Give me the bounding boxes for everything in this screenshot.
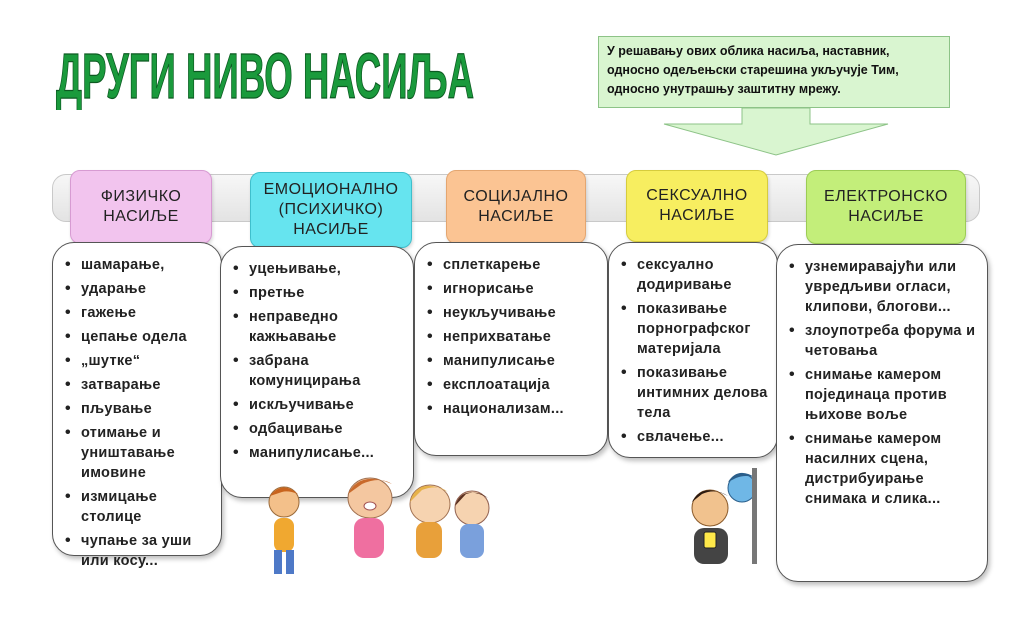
list-item: • претње (231, 283, 407, 303)
list-item: • „шутке“ (63, 351, 215, 371)
page-title-text: ДРУГИ НИВО НАСИЉА (56, 40, 474, 110)
list-item: • пљување (63, 399, 215, 419)
list-item: • национализам... (425, 399, 601, 419)
header-social: СОЦИЈАЛНО НАСИЉЕ (446, 170, 586, 244)
child-girl-icon (348, 478, 392, 558)
header-physical: ФИЗИЧКО НАСИЉЕ (70, 170, 212, 244)
list-physical (52, 242, 222, 569)
children-illustration (252, 462, 496, 578)
list-item: • експлоатација (425, 375, 601, 395)
down-arrow-icon (662, 108, 890, 156)
child-boy-icon (269, 487, 299, 574)
list-emotional (220, 246, 414, 498)
header-emotional: ЕМОЦИОНАЛНО (ПСИХИЧКО) НАСИЉЕ (250, 172, 412, 248)
note-text: У решавању ових облика насиља, наставник, односно одељењски старешина укључује Тим, односно унутрашњу заштитну мрежу. (598, 36, 950, 108)
list-item: • шамарање, (63, 255, 215, 275)
list-item: • затварање (63, 375, 215, 395)
list-item: • измицање столице (63, 487, 215, 527)
list-item: • узнемиравајући или увредљиви огласи, клипови, блогови... (787, 257, 981, 317)
list-item: • показивање интимних делова тела (619, 363, 771, 423)
list-item: • злоупотреба форума и четовања (787, 321, 981, 361)
child-girl-3-icon (455, 491, 489, 558)
list-item: • показивање порнографског материјала (619, 299, 771, 359)
list-item: • снимање камером појединаца против њихове воље (787, 365, 981, 425)
child-girl-2-icon (410, 485, 450, 558)
page-title (52, 30, 492, 110)
list-item: • манипулисање (425, 351, 601, 371)
list-item: • сплеткарење (425, 255, 601, 275)
note-callout (598, 36, 952, 156)
list-item: • гажење (63, 303, 215, 323)
header-electronic: ЕЛЕКТРОНСКО НАСИЉЕ (806, 170, 966, 244)
list-social (414, 242, 608, 456)
list-item: • неукључивање (425, 303, 601, 323)
list-item: • снимање камером насилних сцена, дистрибуирање снимака и слика... (787, 429, 981, 509)
list-item: • отимање и уништавање имовине (63, 423, 215, 483)
list-item: • свлачење... (619, 427, 771, 447)
list-item: • уцењивање, (231, 259, 407, 279)
list-item: • неправедно кажњавање (231, 307, 407, 347)
peeking-boy-icon (728, 468, 757, 564)
list-item: • манипулисање... (231, 443, 407, 463)
list-item: • сексуално додиривање (619, 255, 771, 295)
list-item: • цепање одела (63, 327, 215, 347)
list-item: • одбацивање (231, 419, 407, 439)
list-sexual (608, 242, 778, 458)
list-item: • искључивање (231, 395, 407, 415)
list-item: • неприхватање (425, 327, 601, 347)
list-item: • забрана комуницирања (231, 351, 407, 391)
phone-users-illustration (668, 464, 768, 576)
list-electronic (776, 244, 988, 582)
list-item: • ударање (63, 279, 215, 299)
list-item: • чупање за уши или косу... (63, 531, 215, 571)
list-item: • игнорисање (425, 279, 601, 299)
boy-with-phone-icon (692, 490, 728, 564)
header-sexual: СЕКСУАЛНО НАСИЉЕ (626, 170, 768, 242)
